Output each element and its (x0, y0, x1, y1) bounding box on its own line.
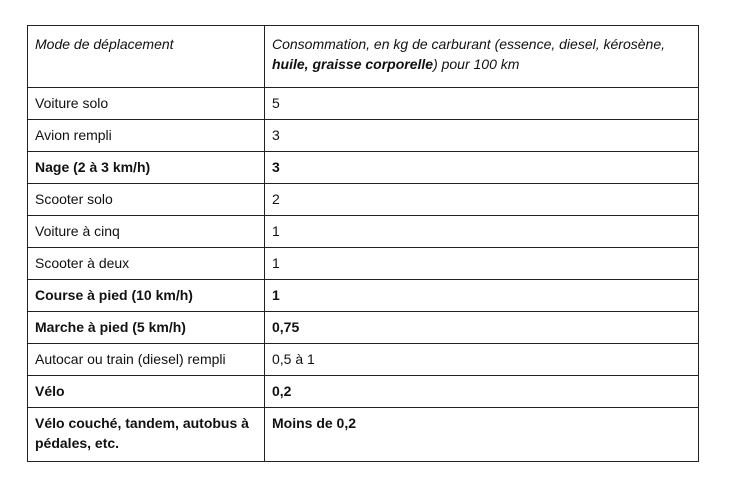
row-mode: Nage (2 à 3 km/h) (28, 152, 265, 184)
row-mode: Avion rempli (28, 120, 265, 152)
table-row (28, 376, 699, 408)
row-value: 5 (265, 88, 699, 120)
row-value: 0,5 à 1 (265, 344, 699, 376)
table-row (28, 120, 699, 152)
consumption-table (27, 25, 699, 462)
header-consumption (265, 26, 699, 88)
row-value: 2 (265, 184, 699, 216)
header-row (28, 26, 699, 88)
row-mode: Voiture solo (28, 88, 265, 120)
row-mode: Vélo (28, 376, 265, 408)
row-mode: Marche à pied (5 km/h) (28, 312, 265, 344)
row-mode: Vélo couché, tandem, autobus à pédales, etc. (28, 408, 265, 462)
row-value: 1 (265, 216, 699, 248)
row-value: 3 (265, 152, 699, 184)
row-mode: Scooter à deux (28, 248, 265, 280)
row-value: 3 (265, 120, 699, 152)
table-header (28, 26, 699, 88)
table-row (28, 344, 699, 376)
table-row (28, 408, 699, 462)
header-consumption-bold: huile, graisse corporelle (272, 56, 434, 72)
row-mode: Voiture à cinq (28, 216, 265, 248)
row-mode: Autocar ou train (diesel) rempli (28, 344, 265, 376)
table-row (28, 184, 699, 216)
header-consumption-text-2: ) pour 100 km (433, 56, 520, 72)
row-value: 1 (265, 248, 699, 280)
row-value: Moins de 0,2 (265, 408, 699, 462)
header-mode: Mode de déplacement (28, 26, 265, 88)
row-value: 0,75 (265, 312, 699, 344)
table-row (28, 152, 699, 184)
table-row (28, 312, 699, 344)
header-consumption-text-1: Consommation, en kg de carburant (essence, diesel, kérosène, (272, 36, 665, 52)
table-row (28, 280, 699, 312)
row-mode: Course à pied (10 km/h) (28, 280, 265, 312)
table-row (28, 216, 699, 248)
table-row (28, 88, 699, 120)
row-value: 1 (265, 280, 699, 312)
row-mode: Scooter solo (28, 184, 265, 216)
table-row (28, 248, 699, 280)
table-body (28, 88, 699, 462)
row-value: 0,2 (265, 376, 699, 408)
